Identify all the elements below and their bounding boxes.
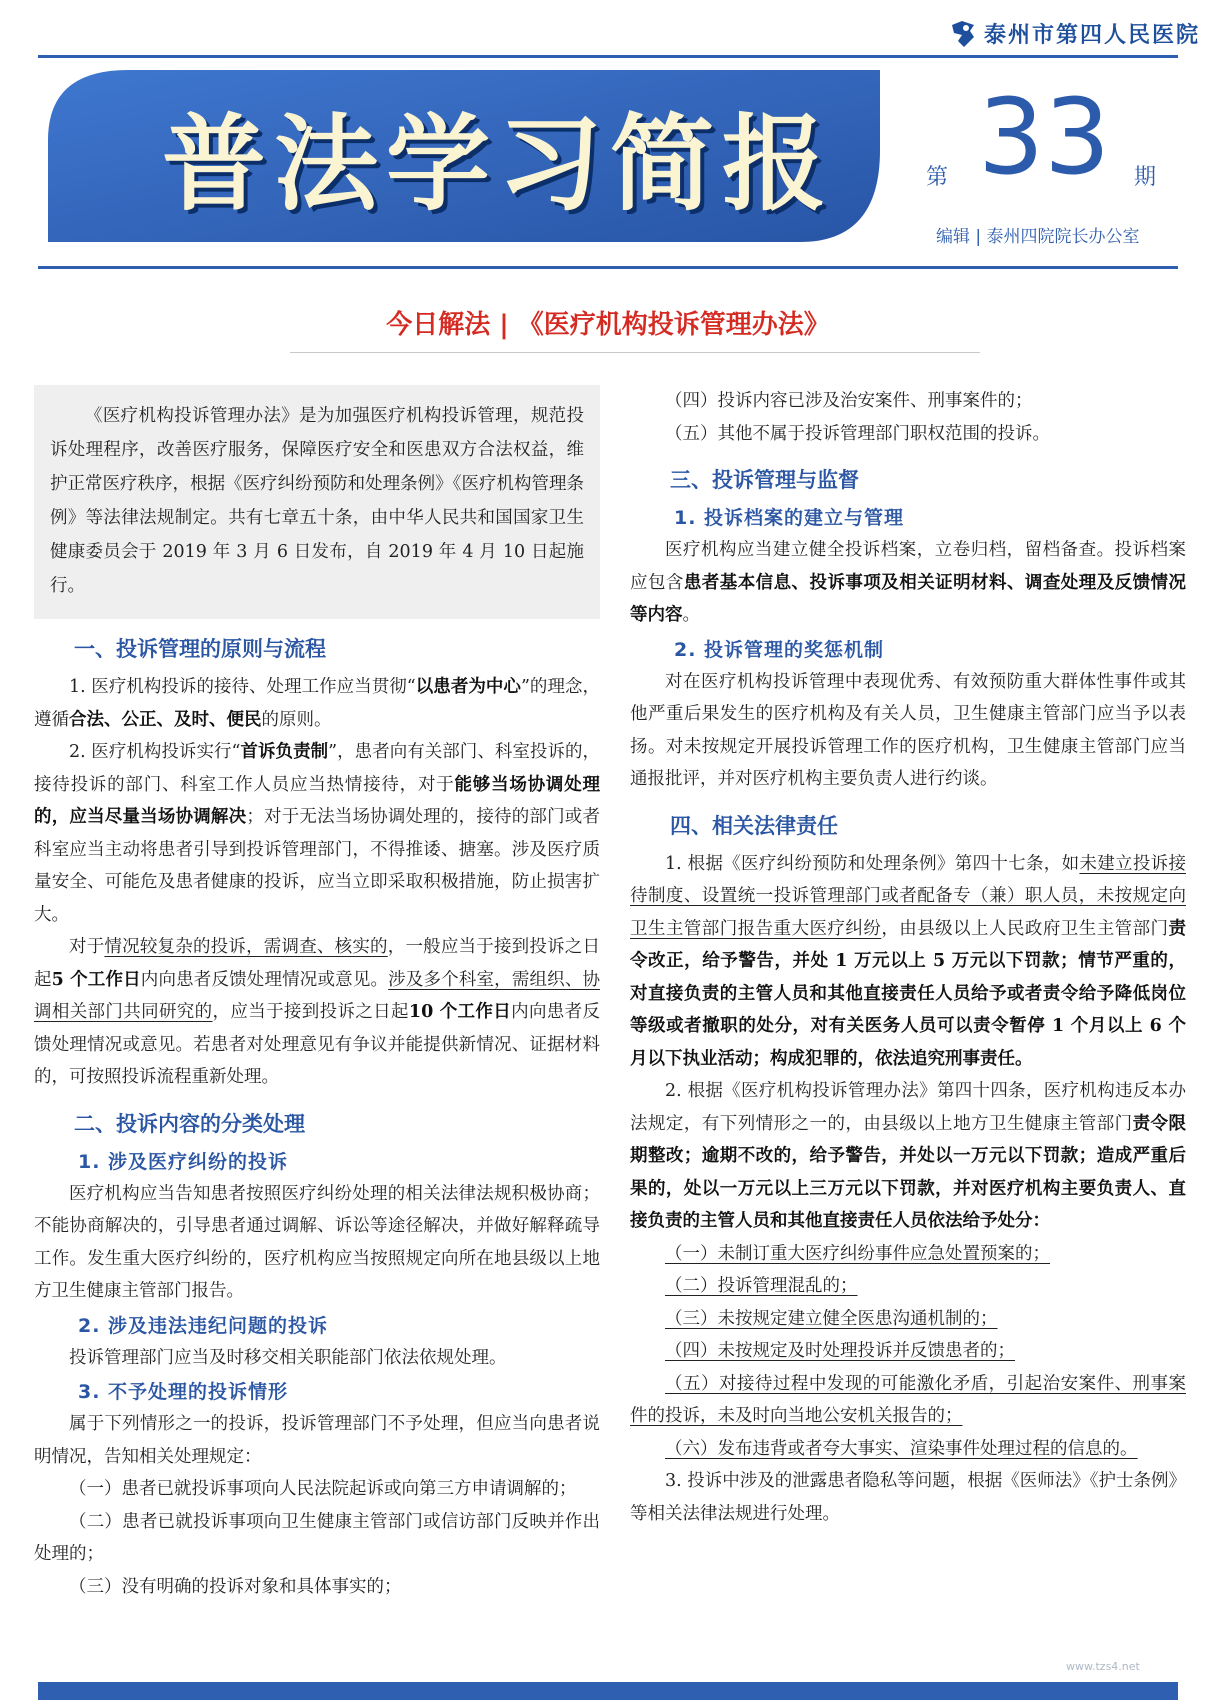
top-rule	[38, 55, 1178, 58]
s2-3-list	[34, 1473, 600, 1603]
section-2-2-title: 2. 涉及违法违纪问题的投诉	[78, 1314, 329, 1337]
s4-list	[630, 1238, 1186, 1466]
list-item: （四）投诉内容已涉及治安案件、刑事案件的；	[665, 391, 1033, 411]
list-item: （六）发布违背或者夸大事实、渲染事件处理过程的信息的。	[665, 1438, 1138, 1459]
s2-3-list-continued	[630, 385, 1186, 450]
list-item: （五）对接待过程中发现的可能激化矛盾，引起治安案件、刑事案件的投诉，未及时向当地公安机关报告的；	[630, 1373, 1186, 1426]
hospital-logo	[948, 18, 1200, 49]
issue-number: 33	[978, 76, 1111, 198]
s4-paragraph-2: 2. 根据《医疗机构投诉管理办法》第四十四条，医疗机构违反本办法规定，有下列情形之一的，由县级以上地方卫生健康主管部门责令限期整改；逾期不改的，给予警告，并处以一万元以下罚款；造成严重后果的，处以一万元以上三万元以下罚款，并对医疗机构主要负责人、直接负责的主管人员和其他直接责任人员依法给予处分：	[630, 1081, 1187, 1231]
footer-bar	[38, 1682, 1178, 1700]
s3-1-text: 医疗机构应当建立健全投诉档案，立卷归档，留档备查。投诉档案应包含患者基本信息、投诉事项及相关证明材料、调查处理及反馈情况等内容。	[630, 540, 1187, 625]
intro-box	[34, 385, 600, 619]
list-item: （五）其他不属于投诉管理部门职权范围的投诉。	[665, 423, 1050, 444]
section-4-title: 四、相关法律责任	[670, 813, 838, 838]
s1-paragraph-1: 1. 医疗机构投诉的接待、处理工作应当贯彻“以患者为中心”的理念，遵循合法、公正、及时、便民的原则。	[34, 677, 600, 730]
site-watermark: www.tzs4.net	[1066, 1660, 1140, 1673]
issue-prefix: 第	[926, 165, 949, 190]
s4-paragraph-1: 1. 根据《医疗纠纷预防和处理条例》第四十七条，如未建立投诉接待制度、设置统一投诉管理部门或者配备专（兼）职人员，未按规定向卫生主管部门报告重大医疗纠纷，由县级以上人民政府卫生主管部门责令改正，给予警告，并处 1 万元以上 5 万元以下罚款；情节严重的，对直接负责的主管人员和其他直接责任人员给予或者责令给予降低岗位等级或者撤职的处分，对有关医务人员可以责令暂停 1 个月以上 6 个月以下执业活动；构成犯罪的，依法追究刑事责任。	[630, 853, 1187, 1069]
s2-3-text: 属于下列情形之一的投诉，投诉管理部门不予处理，但应当向患者说明情况，告知相关处理规定：	[34, 1414, 600, 1467]
section-2-title: 二、投诉内容的分类处理	[74, 1111, 305, 1136]
editor-credit: 编辑 | 泰州四院院长办公室	[936, 227, 1140, 247]
section-2-1-title: 1. 涉及医疗纠纷的投诉	[78, 1150, 289, 1173]
list-item: （三）未按规定建立健全医患沟通机制的；	[665, 1308, 998, 1329]
list-item: （二）投诉管理混乱的；	[665, 1276, 858, 1296]
s2-2-text: 投诉管理部门应当及时移交相关职能部门依法依规处理。	[69, 1347, 507, 1368]
section-3-1-title: 1. 投诉档案的建立与管理	[674, 507, 905, 529]
list-item: （四）未按规定及时处理投诉并反馈患者的；	[665, 1341, 1015, 1361]
list-item: （一）未制订重大医疗纠纷事件应急处置预案的；	[665, 1243, 1050, 1264]
section-2-3-title: 3. 不予处理的投诉情形	[78, 1381, 289, 1403]
hospital-name: 泰州市第四人民医院	[984, 22, 1201, 48]
section-3-2-title: 2. 投诉管理的奖惩机制	[674, 638, 885, 661]
list-item: （二）患者已就投诉事项向卫生健康主管部门或信访部门反映并作出处理的；	[34, 1511, 600, 1564]
s1-paragraph-2: 2. 医疗机构投诉实行“首诉负责制”，患者向有关部门、科室投诉的，接待投诉的部门、科室工作人员应当热情接待，对于能够当场协调处理的，应当尽量当场协调解决；对于无法当场协调处理的，接待的部门或者科室应当主动将患者引导到投诉管理部门，不得推诿、搪塞。涉及医疗质量安全、可能危及患者健康的投诉，应当立即采取积极措施，防止损害扩大。	[34, 742, 601, 925]
topic-subtitle: 今日解法 | 《医疗机构投诉管理办法》	[386, 310, 830, 340]
intro-text: 《医疗机构投诉管理办法》是为加强医疗机构投诉管理，规范投诉处理程序，改善医疗服务，保障医疗安全和医患双方合法权益，维护正常医疗秩序，根据《医疗纠纷预防和处理条例》《医疗机构管理条例》等法律法规制定。共有七章五十条，由中华人民共和国国家卫生健康委员会于 2019 年 3 月 6 日发布，自 2019 年 4 月 10 日起施行。	[50, 406, 584, 596]
s1-paragraph-3: 对于情况较复杂的投诉，需调查、核实的，一般应当于接到投诉之日起5 个工作日内向患者反馈处理情况或意见。涉及多个科室，需组织、协调相关部门共同研究的，应当于接到投诉之日起10 个工作日内向患者反馈处理情况或意见。若患者对处理意见有争议并能提供新情况、证据材料的，可按照投诉流程重新处理。	[34, 937, 601, 1087]
title-banner	[48, 70, 880, 242]
subtitle-rule	[290, 352, 980, 353]
left-column	[34, 385, 600, 1603]
section-1-title: 一、投诉管理的原则与流程	[74, 637, 326, 661]
s3-2-text: 对在医疗机构投诉管理中表现优秀、有效预防重大群体性事件或其他严重后果发生的医疗机构及有关人员，卫生健康主管部门应当予以表扬。对未按规定开展投诉管理工作的医疗机构，卫生健康主管部门应当通报批评，并对医疗机构主要负责人进行约谈。	[630, 671, 1186, 789]
header-rule	[38, 266, 1178, 269]
s4-paragraph-3: 3. 投诉中涉及的泄露患者隐私等问题，根据《医师法》《护士条例》等相关法律法规进行处理。	[630, 1471, 1187, 1524]
list-item: （三）没有明确的投诉对象和具体事实的；	[69, 1576, 402, 1597]
hospital-emblem-icon	[948, 19, 978, 49]
list-item: （一）患者已就投诉事项向人民法院起诉或向第三方申请调解的；	[69, 1479, 577, 1499]
issue-suffix: 期	[1134, 165, 1157, 190]
banner-title: 普法学习简报	[161, 103, 834, 225]
issue-number-block	[926, 76, 1166, 202]
s2-1-text: 医疗机构应当告知患者按照医疗纠纷处理的相关法律法规积极协商；不能协商解决的，引导患者通过调解、诉讼等途径解决，并做好解释疏导工作。发生重大医疗纠纷的，医疗机构应当按照规定向所在地县级以上地方卫生健康主管部门报告。	[34, 1183, 600, 1301]
section-3-title: 三、投诉管理与监督	[670, 468, 859, 492]
right-column	[630, 385, 1186, 1530]
